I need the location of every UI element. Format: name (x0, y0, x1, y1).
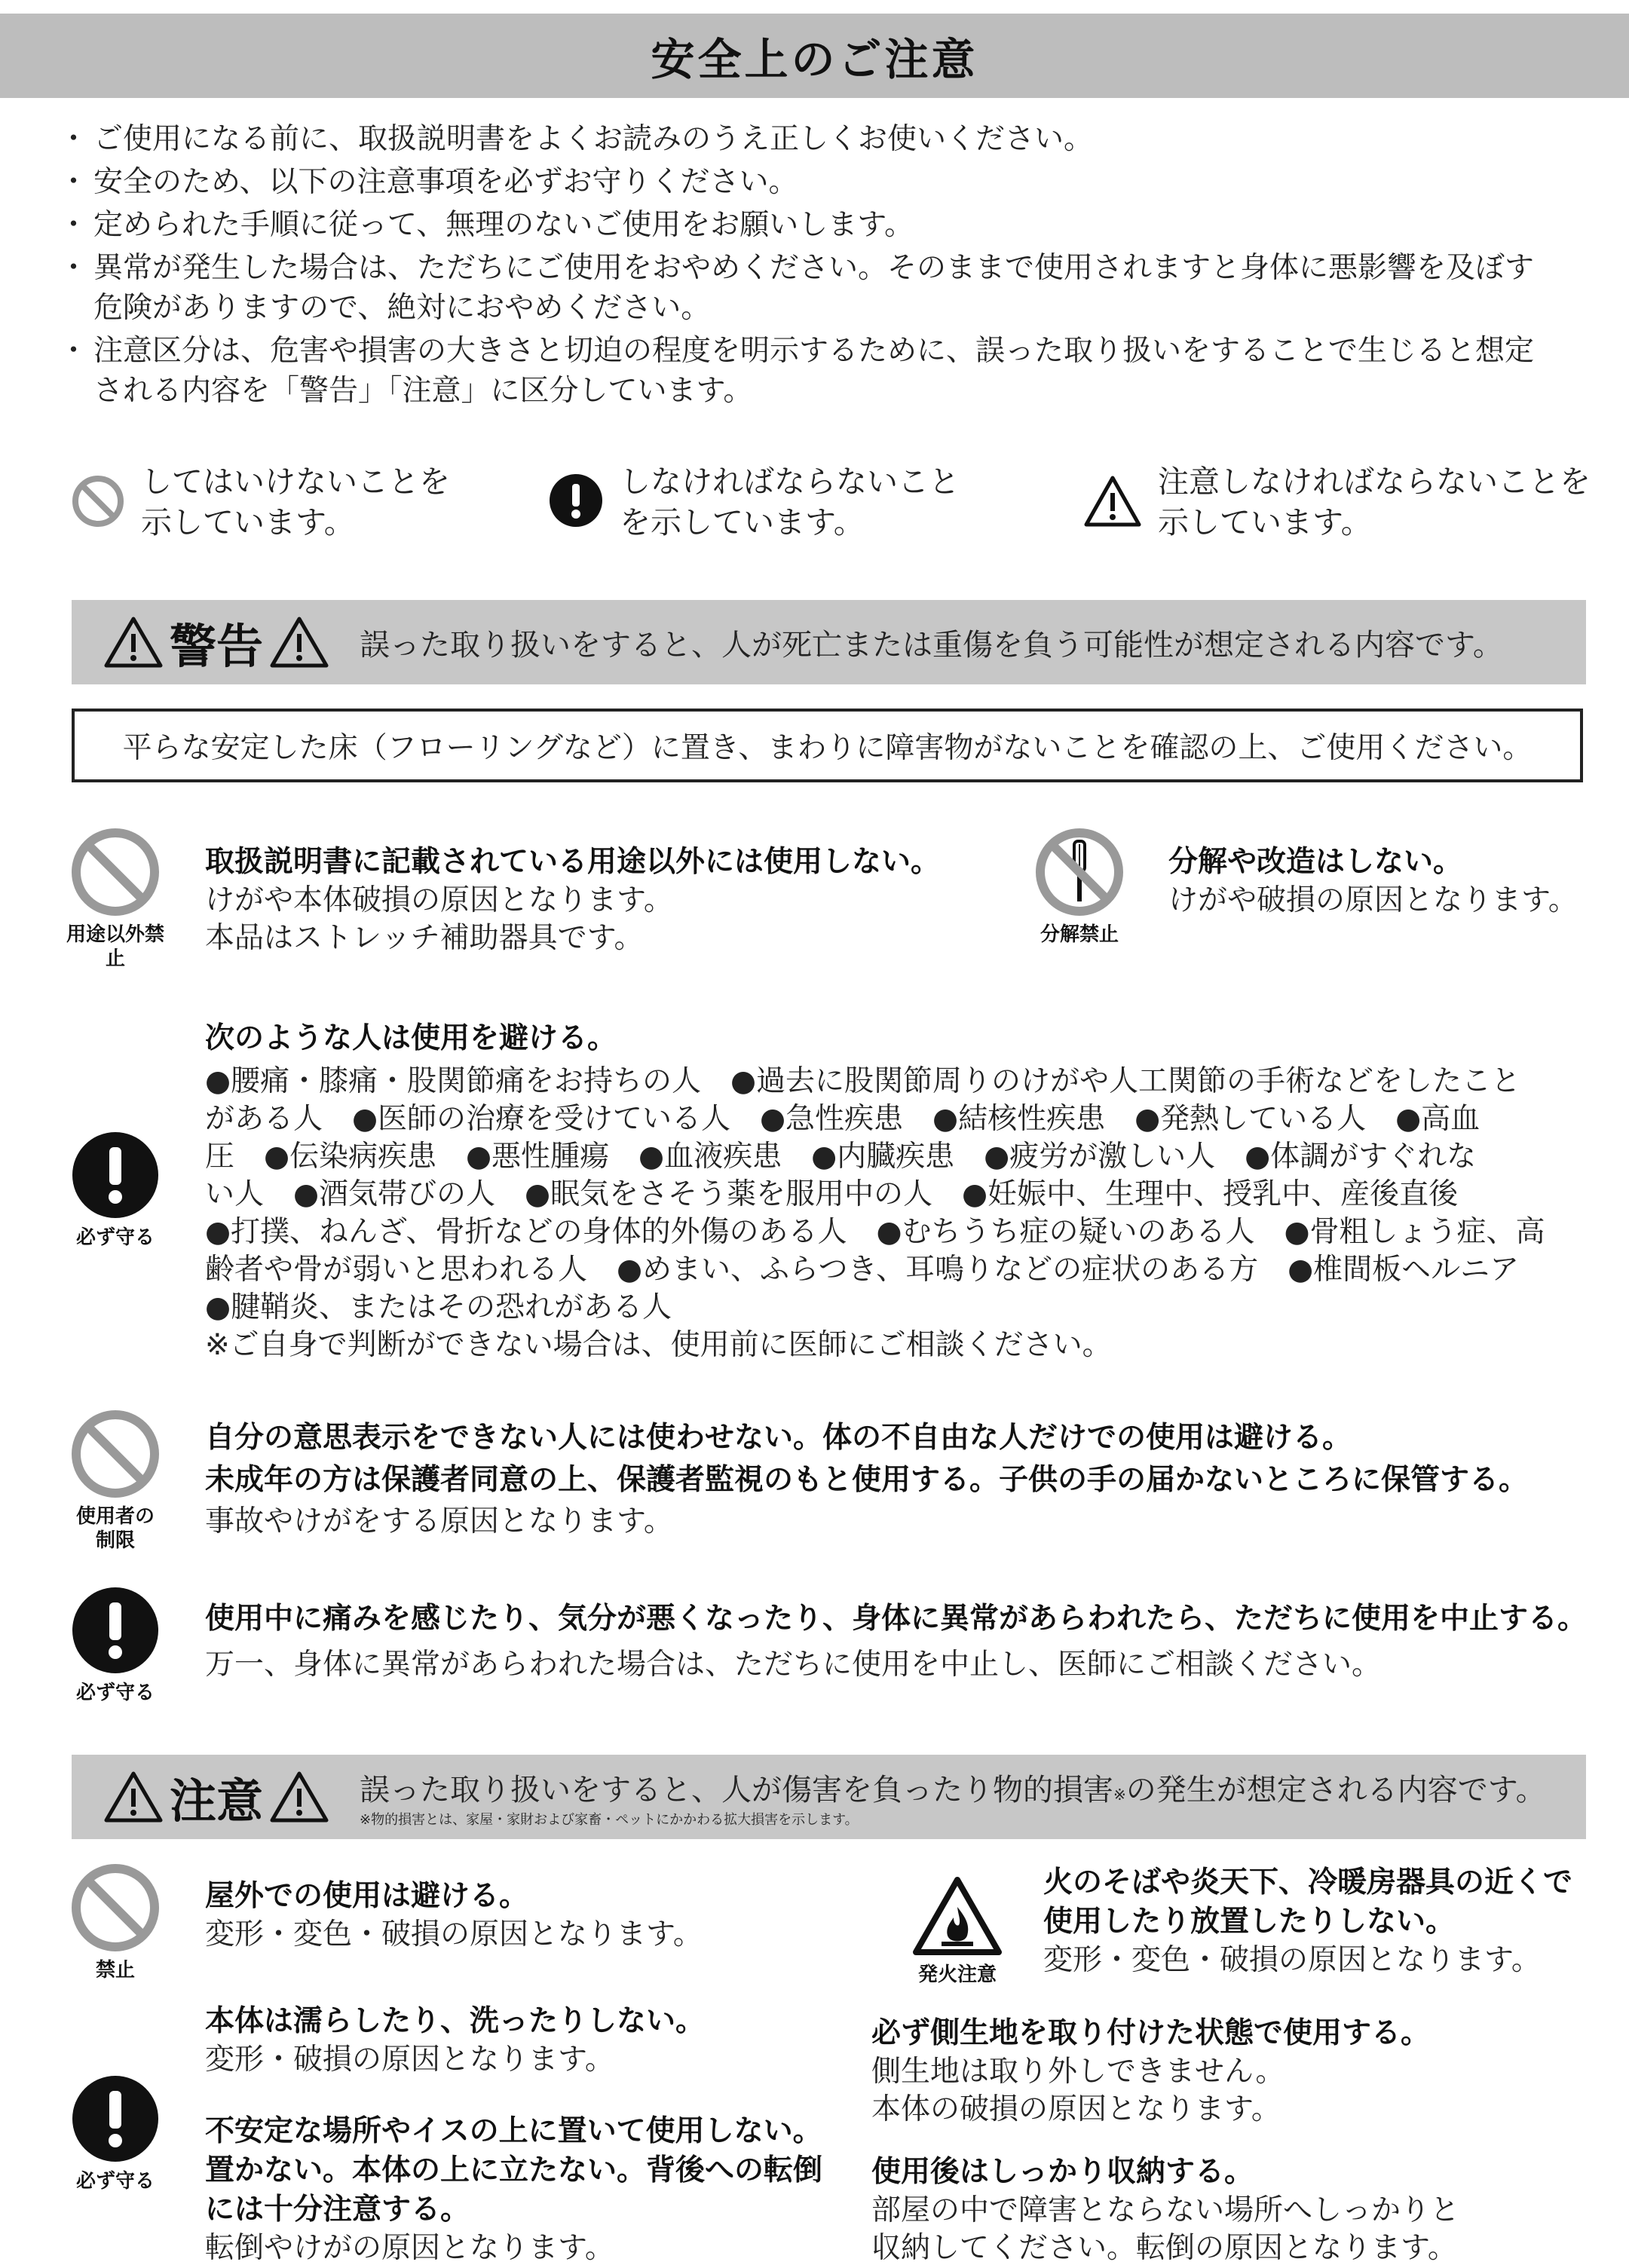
item-text: けがや本体破損の原因となります。 (205, 883, 673, 917)
item-text: 変形・変色・破損の原因となります。 (205, 1918, 703, 1951)
caution-item-wet (205, 2002, 868, 2079)
legend-caution-text: 注意しなければならないことを示しています。 (1158, 464, 1591, 540)
icon-group (66, 1409, 164, 1553)
intro-item: ・ 安全のため、以下の注意事項を必ずお守りください。 (66, 162, 1597, 202)
item-title: 不安定な場所やイスの上に置いて使用しない。 (205, 2114, 822, 2148)
item-title: 未成年の方は保護者同意の上、保護者監視のもと使用する。子供の手の届かないところに保管する。 (205, 1463, 1529, 1497)
item-text: 本品はストレッチ補助器具です。 (205, 921, 644, 955)
prohibit-icon (71, 1409, 160, 1498)
item-title: 次のような人は使用を避ける。 (205, 1021, 617, 1055)
mandatory-icon (71, 1131, 160, 1220)
warning-triangle-icon (103, 1771, 164, 1823)
item-title: 屋外での使用は避ける。 (205, 1879, 529, 1913)
item-text: 転倒やけがの原因となります。 (205, 2231, 614, 2265)
item-title: 使用中に痛みを感じたり、気分が悪くなったり、身体に異常があらわれたら、ただちに使用を中止する。 (205, 1602, 1588, 1636)
condition-line: ●打撲、ねんざ、骨折などの身体的外傷のある人 ●むちうち症の疑いのある人 ●骨粗しょう症、高 (205, 1215, 1545, 1249)
warning-section-bar (72, 600, 1586, 684)
disassembly-prohibited-icon (1035, 828, 1124, 917)
warning-triangle-icon (269, 1771, 329, 1823)
caution-item-unstable (205, 2112, 868, 2267)
item-title: には十分注意する。 (205, 2193, 470, 2227)
intro-line: ・ 異常が発生した場合は、ただちにご使用をおやめください。そのままで使用されますと身体に悪影響を及ぼす (93, 251, 1535, 285)
item-text: 部屋の中で障害とならない場所へしっかりと (871, 2193, 1460, 2227)
warning-item-misuse (205, 843, 997, 957)
mandatory-icon (549, 473, 603, 528)
item-title: 火のそばや炎天下、冷暖房器具の近くで (1043, 1866, 1573, 1899)
condition-line: ●腰痛・膝痛・股関節痛をお持ちの人 ●過去に股関節周りのけがや人工関節の手術などをしたこと (205, 1064, 1521, 1098)
condition-line: 圧 ●伝染病疾患 ●悪性腫瘍 ●血液疾患 ●内臓疾患 ●疲労が激しい人 ●体調がすぐれな (205, 1140, 1477, 1174)
item-title: 使用したり放置したりしない。 (1043, 1905, 1456, 1939)
icon-group (66, 1863, 164, 1982)
icon-group (905, 1875, 1010, 1987)
fire-caution-icon (911, 1875, 1003, 1957)
item-text: 収納してください。転倒の原因となります。 (871, 2231, 1457, 2265)
legend-prohibit-text: してはいけないことを示しています。 (141, 464, 450, 540)
caution-description (360, 1766, 1546, 1809)
header-bar (0, 14, 1629, 98)
icon-group (66, 2074, 164, 2193)
item-title: 分解や改造はしない。 (1168, 845, 1463, 879)
item-text: 万一、身体に異常があらわれた場合は、ただちに使用を中止し、医師にご相談ください。 (205, 1648, 1382, 1682)
caution-item-cover (871, 2014, 1595, 2129)
icon-group (66, 1586, 164, 1705)
warning-triangle-icon (103, 616, 164, 669)
icon-group (1027, 828, 1132, 947)
caution-desc-mark: ※ (1113, 1785, 1126, 1804)
icon-label: 使用者の制限 (75, 1505, 155, 1552)
caution-section-bar (72, 1755, 1586, 1839)
prohibit-icon (71, 1863, 160, 1952)
floor-notice-text: 平らな安定した床（フローリングなど）に置き、まわりに障害物がないことを確認の上、ご使用ください。 (122, 731, 1533, 765)
warning-item-restricted-persons-title (205, 1019, 1592, 1058)
legend-mandatory (549, 461, 974, 543)
item-title: 置かない。本体の上に立たない。背後への転倒 (205, 2153, 823, 2187)
warning-triangle-icon (269, 616, 329, 669)
warning-title: 警告 (170, 618, 264, 674)
condition-line: い人 ●酒気帯びの人 ●眠気をさそう薬を服用中の人 ●妊娠中、生理中、授乳中、産後直後 (205, 1177, 1459, 1211)
caution-description-block (360, 1766, 1546, 1829)
item-text: 本体の破損の原因となります。 (871, 2092, 1281, 2126)
intro-line: ・ 注意区分は、危害や損害の大きさと切迫の程度を明示するために、誤った取り扱いをすることで生じると想定 (93, 334, 1535, 368)
intro-line: される内容を「警告」「注意」に区分しています。 (93, 374, 753, 408)
mandatory-icon (71, 2074, 160, 2163)
item-text: けがや破損の原因となります。 (1168, 883, 1578, 917)
mandatory-icon (71, 1586, 160, 1675)
legend-prohibit (72, 461, 473, 543)
intro-line: 危険がありますので、絶対におやめください。 (93, 291, 711, 325)
item-title: 使用後はしっかり収納する。 (871, 2155, 1254, 2189)
item-title: 自分の意思表示をできない人には使わせない。体の不自由な人だけでの使用は避ける。 (205, 1421, 1352, 1455)
item-title: 必ず側生地を取り付けた状態で使用する。 (871, 2016, 1431, 2050)
caution-title: 注意 (170, 1773, 264, 1829)
prohibit-icon (71, 828, 160, 917)
item-text: 事故やけがをする原因となります。 (205, 1504, 673, 1538)
icon-group (66, 828, 164, 971)
warning-item-user-restriction (205, 1419, 1600, 1541)
icon-group (66, 1131, 164, 1250)
condition-line: ●腱鞘炎、またはその恐れがある人 (205, 1290, 672, 1324)
icon-label: 必ず守る (75, 1682, 155, 1704)
floor-notice-box (72, 709, 1583, 782)
warning-item-stop-on-pain (205, 1599, 1607, 1684)
prohibit-icon (72, 475, 124, 528)
caution-item-storage (871, 2153, 1595, 2267)
caution-note: ※物的損害とは、家屋・家財および家畜・ペットにかかわる拡大損害を示します。 (360, 1811, 859, 1828)
warning-item-restricted-persons (205, 1063, 1600, 1364)
caution-item-outdoor (205, 1877, 868, 1954)
condition-line: ※ご自身で判断ができない場合は、使用前に医師にご相談ください。 (205, 1328, 1112, 1362)
condition-line: 齢者や骨が弱いと思われる人 ●めまい、ふらつき、耳鳴りなどの症状のある方 ●椎間板ヘルニア (205, 1253, 1520, 1287)
caution-desc-text: 誤った取り扱いをすると、人が傷害を負ったり物的損害 (360, 1772, 1114, 1807)
intro-item (66, 248, 1597, 328)
item-text: 変形・変色・破損の原因となります。 (1043, 1943, 1541, 1977)
caution-item-heat (1043, 1863, 1601, 1979)
condition-line: がある人 ●医師の治療を受けている人 ●急性疾患 ●結核性疾患 ●発熱している人 ●高血 (205, 1102, 1480, 1136)
icon-label: 分解禁止 (1040, 923, 1119, 946)
warning-triangle-icon (1084, 475, 1141, 528)
intro-item: ・ 定められた手順に従って、無理のないご使用をお願いします。 (66, 205, 1597, 245)
item-text: 変形・破損の原因となります。 (205, 2043, 614, 2077)
intro-item (66, 331, 1597, 411)
icon-label: 用途以外禁止 (66, 923, 165, 970)
item-text: 側生地は取り外しできません。 (871, 2055, 1285, 2089)
icon-label: 必ず守る (75, 1226, 155, 1249)
warning-description: 誤った取り扱いをすると、人が死亡または重傷を負う可能性が想定される内容です。 (360, 627, 1503, 663)
item-title: 本体は濡らしたり、洗ったりしない。 (205, 2004, 706, 2038)
page-title: 安全上のご注意 (651, 34, 978, 85)
legend-caution (1084, 461, 1595, 543)
caution-desc-tail: の発生が想定される内容です。 (1125, 1772, 1546, 1807)
icon-label: 発火注意 (917, 1963, 997, 1986)
icon-label: 禁止 (95, 1959, 135, 1982)
legend-mandatory-text: しなければならないことを示しています。 (620, 464, 960, 540)
intro-list (66, 119, 1597, 414)
warning-item-disassembly (1168, 843, 1591, 920)
intro-item: ・ ご使用になる前に、取扱説明書をよくお読みのうえ正しくお使いください。 (66, 119, 1597, 159)
icon-label: 必ず守る (75, 2170, 155, 2193)
item-title: 取扱説明書に記載されている用途以外には使用しない。 (205, 845, 941, 879)
